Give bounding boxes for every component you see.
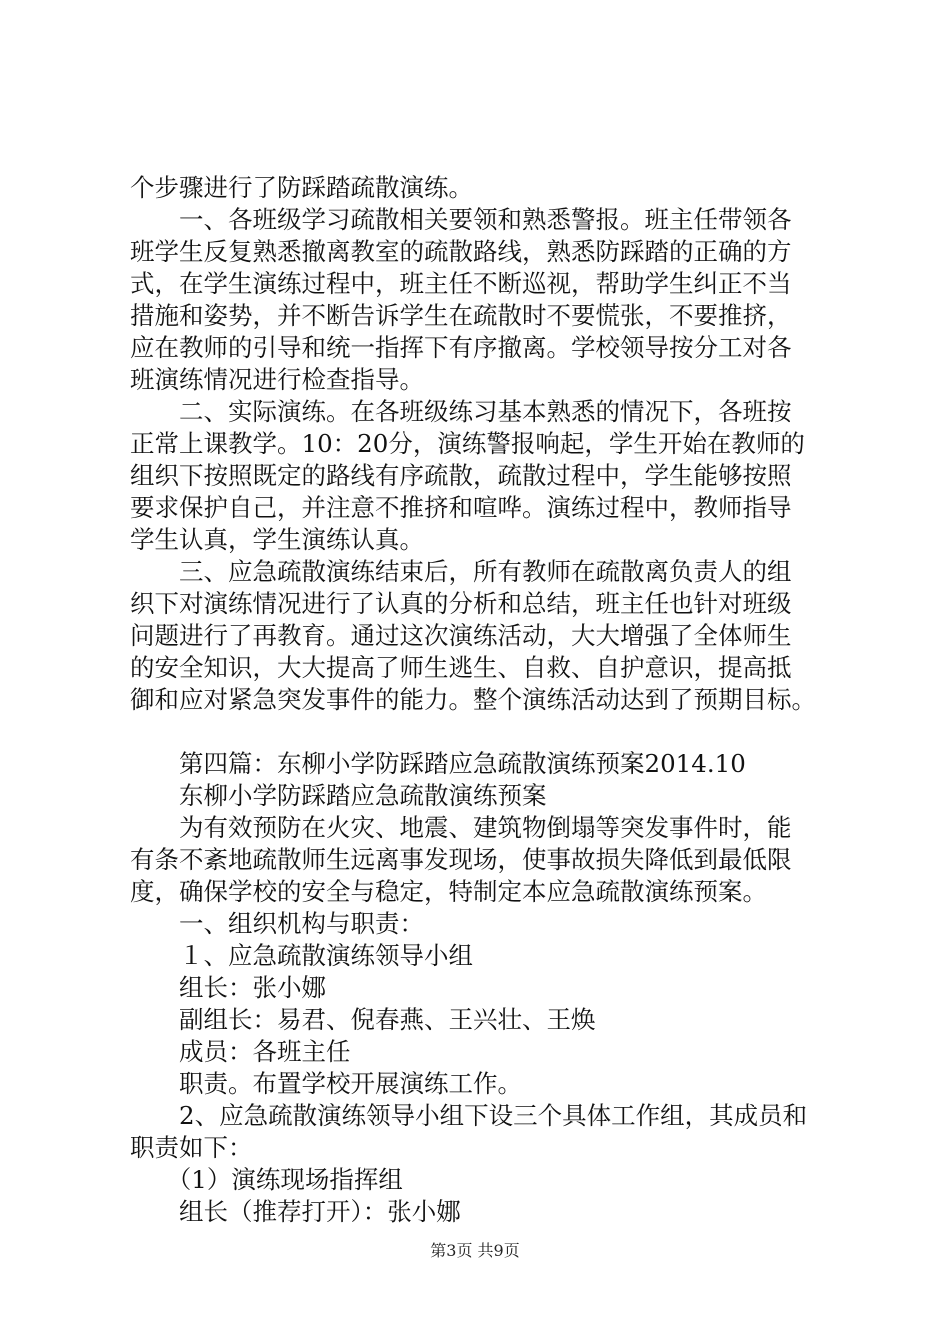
text-line: 组织下按照既定的路线有序疏散，疏散过程中，学生能够按照 (130, 461, 792, 490)
text-line: 二、实际演练。在各班级练习基本熟悉的情况下，各班按 (130, 397, 792, 426)
section-drill-summary (130, 172, 850, 716)
document-body (130, 172, 850, 1228)
text-line: 正常上课教学。10：20分，演练警报响起，学生开始在教师的 (130, 429, 805, 458)
text-line: 组长：张小娜 (130, 973, 326, 1002)
text-line: 御和应对紧急突发事件的能力。整个演练活动达到了预期目标。 (130, 685, 816, 714)
section-gap (130, 716, 850, 748)
text-line: 一、各班级学习疏散相关要领和熟悉警报。班主任带领各 (130, 205, 792, 234)
text-line: 措施和姿势，并不断告诉学生在疏散时不要慌张，不要推挤， (130, 301, 792, 330)
text-line: 式，在学生演练过程中，班主任不断巡视，帮助学生纠正不当 (130, 269, 792, 298)
text-line: 职责如下： (130, 1133, 253, 1162)
text-line: 班学生反复熟悉撤离教室的疏散路线，熟悉防踩踏的正确的方 (130, 237, 792, 266)
document-title: 东柳小学防踩踏应急疏散演练预案 (130, 781, 547, 810)
text-line: （1）演练现场指挥组 (130, 1165, 403, 1194)
text-line: 个步骤进行了防踩踏疏散演练。 (130, 173, 473, 202)
section-drill-plan (130, 748, 850, 1228)
text-line: 组长（推荐打开）：张小娜 (130, 1197, 461, 1226)
text-line: 三、应急疏散演练结束后，所有教师在疏散离负责人的组 (130, 557, 792, 586)
text-line: 要求保护自己，并注意不推挤和喧哗。演练过程中，教师指导 (130, 493, 792, 522)
text-line: 织下对演练情况进行了认真的分析和总结，班主任也针对班级 (130, 589, 792, 618)
text-line: 应在教师的引导和统一指挥下有序撤离。学校领导按分工对各 (130, 333, 792, 362)
text-line: 问题进行了再教育。通过这次演练活动，大大增强了全体师生 (130, 621, 792, 650)
text-line: 为有效预防在火灾、地震、建筑物倒塌等突发事件时，能 (130, 813, 792, 842)
text-line: 学生认真，学生演练认真。 (130, 525, 424, 554)
text-line: 副组长：易君、倪春燕、王兴壮、王焕 (130, 1005, 596, 1034)
text-line: 一、组织机构与职责： (130, 909, 424, 938)
section-heading: 第四篇：东柳小学防踩踏应急疏散演练预案2014.10 (130, 749, 746, 778)
text-line: 度，确保学校的安全与稳定，特制定本应急疏散演练预案。 (130, 877, 767, 906)
text-line: 职责。布置学校开展演练工作。 (130, 1069, 522, 1098)
text-line: 的安全知识，大大提高了师生逃生、自救、自护意识，提高抵 (130, 653, 792, 682)
text-line: 2、应急疏散演练领导小组下设三个具体工作组，其成员和 (130, 1101, 808, 1130)
text-line: １、应急疏散演练领导小组 (130, 941, 473, 970)
page-footer: 第3页 共9页 (430, 1241, 520, 1260)
text-line: 班演练情况进行检查指导。 (130, 365, 424, 394)
text-line: 成员：各班主任 (130, 1037, 351, 1066)
text-line: 有条不紊地疏散师生远离事发现场，使事故损失降低到最低限 (130, 845, 792, 874)
